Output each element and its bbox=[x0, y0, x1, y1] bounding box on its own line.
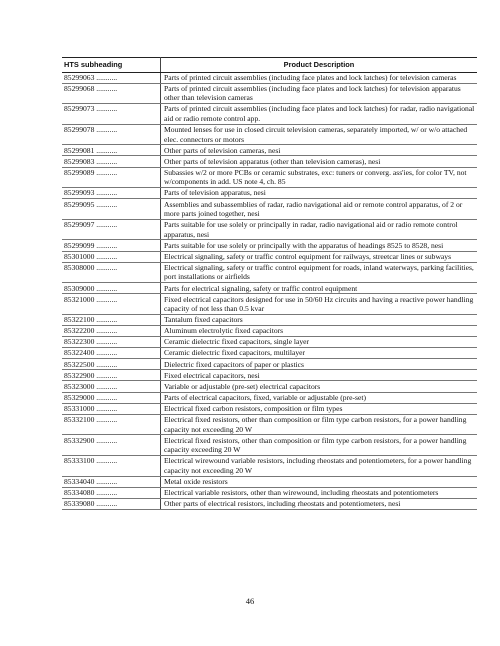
table-row bbox=[62, 156, 477, 167]
hts-code-cell: 85299078 ........... bbox=[62, 124, 161, 145]
description-cell: Subassies w/2 or more PCBs or ceramic substrates, exc: tuners or converg. ass'ies, for color TV, not w/components in add. US note 4, ch. 85 bbox=[161, 167, 478, 188]
hts-code-cell: 85331000 ........... bbox=[62, 403, 161, 414]
hts-code-cell: 85299073 ........... bbox=[62, 104, 161, 125]
description-cell: Variable or adjustable (pre-set) electrical capacitors bbox=[161, 381, 478, 392]
hts-code-cell: 85332100 ........... bbox=[62, 414, 161, 435]
table-row bbox=[62, 240, 477, 251]
table-row bbox=[62, 124, 477, 145]
product-description-header: Product Description bbox=[161, 58, 478, 73]
hts-code-cell: 85299097 ........... bbox=[62, 219, 161, 240]
table-row bbox=[62, 392, 477, 403]
description-cell: Parts of television apparatus, nesi bbox=[161, 188, 478, 199]
description-cell: Electrical fixed carbon resistors, composition or film types bbox=[161, 403, 478, 414]
table-row bbox=[62, 314, 477, 325]
description-cell: Ceramic dielectric fixed capacitors, multilayer bbox=[161, 348, 478, 359]
description-cell: Electrical signaling, safety or traffic control equipment for railways, streetcar lines or subways bbox=[161, 251, 478, 262]
description-cell: Metal oxide resistors bbox=[161, 476, 478, 487]
hts-code-cell: 85308000 ........... bbox=[62, 262, 161, 283]
table-row bbox=[62, 487, 477, 498]
table-row bbox=[62, 435, 477, 456]
description-cell: Electrical variable resistors, other than wirewound, including rheostats and potentiometers bbox=[161, 487, 478, 498]
hts-code-cell: 85299081 ........... bbox=[62, 145, 161, 156]
description-cell: Parts of printed circuit assemblies (including face plates and lock latches) for radar, radio navigational aid or radio remote control app. bbox=[161, 104, 478, 125]
description-cell: Aluminum electrolytic fixed capacitors bbox=[161, 326, 478, 337]
description-cell: Electrical fixed resistors, other than composition or film type carbon resistors, for a power handling capacity exceeding 20 W bbox=[161, 435, 478, 456]
description-cell: Parts of electrical capacitors, fixed, variable or adjustable (pre-set) bbox=[161, 392, 478, 403]
hts-code-cell: 85299063 ........... bbox=[62, 72, 161, 83]
description-cell: Fixed electrical capacitors, nesi bbox=[161, 370, 478, 381]
hts-code-cell: 85309000 ........... bbox=[62, 283, 161, 294]
hts-code-cell: 85299099 ........... bbox=[62, 240, 161, 251]
table-row bbox=[62, 167, 477, 188]
table-row bbox=[62, 188, 477, 199]
table-header-row bbox=[62, 58, 477, 73]
table-row bbox=[62, 455, 477, 476]
hts-code-cell: 85299093 ........... bbox=[62, 188, 161, 199]
hts-code-cell: 85334080 ........... bbox=[62, 487, 161, 498]
description-cell: Parts suitable for use solely or principally with the apparatus of headings 8525 to 8528, nesi bbox=[161, 240, 478, 251]
hts-code-cell: 85339080 ........... bbox=[62, 498, 161, 509]
table-row bbox=[62, 476, 477, 487]
hts-code-cell: 85322200 ........... bbox=[62, 326, 161, 337]
table-row bbox=[62, 199, 477, 220]
description-cell: Parts of printed circuit assemblies (including face plates and lock latches) for television apparatus other than television cameras bbox=[161, 83, 478, 104]
hts-code-cell: 85299083 ........... bbox=[62, 156, 161, 167]
description-cell: Electrical signaling, safety or traffic control equipment for roads, inland waterways, parking facilities, port installations or airfields bbox=[161, 262, 478, 283]
hts-code-cell: 85322300 ........... bbox=[62, 337, 161, 348]
table-row bbox=[62, 283, 477, 294]
description-cell: Tantalum fixed capacitors bbox=[161, 314, 478, 325]
table-row bbox=[62, 145, 477, 156]
hts-code-cell: 85333100 ........... bbox=[62, 455, 161, 476]
hts-code-cell: 85322400 ........... bbox=[62, 348, 161, 359]
description-cell: Other parts of electrical resistors, including rheostats and potentiometers, nesi bbox=[161, 498, 478, 509]
description-cell: Ceramic dielectric fixed capacitors, single layer bbox=[161, 337, 478, 348]
description-cell: Assemblies and subassemblies of radar, radio navigational aid or remote control apparatus, of 2 or more parts joined together, nesi bbox=[161, 199, 478, 220]
hts-code-cell: 85332900 ........... bbox=[62, 435, 161, 456]
table-row bbox=[62, 348, 477, 359]
hts-code-cell: 85322100 ........... bbox=[62, 314, 161, 325]
table-body bbox=[62, 72, 477, 509]
description-cell: Parts of printed circuit assemblies (including face plates and lock latches) for television cameras bbox=[161, 72, 478, 83]
description-cell: Parts suitable for use solely or principally in radar, radio navigational aid or radio remote control apparatus, nesi bbox=[161, 219, 478, 240]
description-cell: Dielectric fixed capacitors of paper or plastics bbox=[161, 359, 478, 370]
table-row bbox=[62, 294, 477, 315]
hts-code-cell: 85322900 ........... bbox=[62, 370, 161, 381]
hts-code-cell: 85299089 ........... bbox=[62, 167, 161, 188]
description-cell: Other parts of television apparatus (other than television cameras), nesi bbox=[161, 156, 478, 167]
description-cell: Parts for electrical signaling, safety or traffic control equipment bbox=[161, 283, 478, 294]
hts-code-cell: 85321000 ........... bbox=[62, 294, 161, 315]
hts-code-cell: 85334040 ........... bbox=[62, 476, 161, 487]
table-row bbox=[62, 381, 477, 392]
hts-code-cell: 85329000 ........... bbox=[62, 392, 161, 403]
table-row bbox=[62, 326, 477, 337]
description-cell: Mounted lenses for use in closed circuit television cameras, separately imported, w/ or w/o attached elec. connectors or motors bbox=[161, 124, 478, 145]
table-row bbox=[62, 104, 477, 125]
table-row bbox=[62, 83, 477, 104]
hts-table bbox=[62, 57, 477, 510]
description-cell: Other parts of television cameras, nesi bbox=[161, 145, 478, 156]
table-row bbox=[62, 219, 477, 240]
table-row bbox=[62, 337, 477, 348]
hts-code-cell: 85301000 ........... bbox=[62, 251, 161, 262]
table-row bbox=[62, 414, 477, 435]
table-row bbox=[62, 359, 477, 370]
table-row bbox=[62, 403, 477, 414]
hts-code-cell: 85323000 ........... bbox=[62, 381, 161, 392]
hts-subheading-header: HTS subheading bbox=[62, 58, 161, 73]
table-row bbox=[62, 72, 477, 83]
table-row bbox=[62, 370, 477, 381]
table-row bbox=[62, 251, 477, 262]
table-row bbox=[62, 262, 477, 283]
description-cell: Electrical fixed resistors, other than composition or film type carbon resistors, for a power handling capacity not exceeding 20 W bbox=[161, 414, 478, 435]
hts-code-cell: 85322500 ........... bbox=[62, 359, 161, 370]
description-cell: Fixed electrical capacitors designed for use in 50/60 Hz circuits and having a reactive power handling capacity of not less than 0.5 kvar bbox=[161, 294, 478, 315]
hts-code-cell: 85299068 ........... bbox=[62, 83, 161, 104]
table-row bbox=[62, 498, 477, 509]
page-number: 46 bbox=[245, 596, 255, 606]
hts-code-cell: 85299095 ........... bbox=[62, 199, 161, 220]
description-cell: Electrical wirewound variable resistors, including rheostats and potentiometers, for a power handling capacity not exceeding 20 W bbox=[161, 455, 478, 476]
